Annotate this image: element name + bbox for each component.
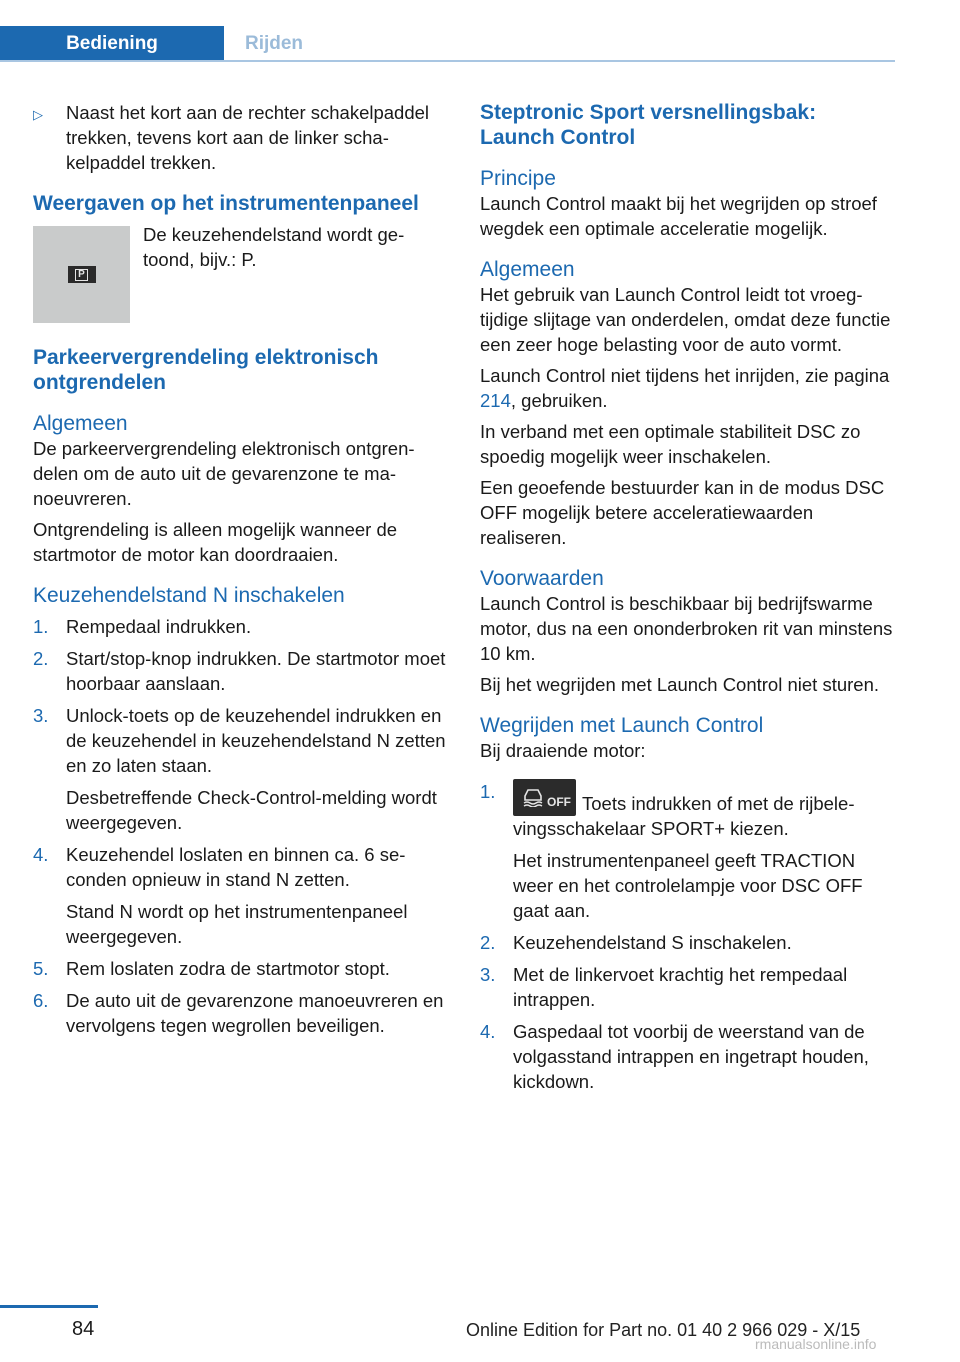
- list-item: [33, 956, 448, 981]
- right-column: [480, 100, 895, 1101]
- step-text: Unlock-toets op de keuzehendel indrukken en de keuzehendel in keuzehendelstand N zetten en zo laten staan.: [66, 705, 446, 776]
- step-number: 4.: [33, 844, 49, 865]
- paragraph: Een geoefende bestuurder kan in de modus DSC OFF mogelijk betere acceleratiewaarden realiseren.: [480, 477, 885, 548]
- section-title-weergaven: Weergaven op het instrumentenpaneel: [33, 192, 419, 215]
- step-number: 2.: [33, 648, 49, 669]
- park-letter: P: [75, 269, 88, 281]
- list-item: [33, 646, 448, 696]
- list-item: [33, 988, 448, 1038]
- list-item: [480, 962, 895, 1012]
- instrument-display-image: [33, 226, 130, 323]
- page-number: 84: [72, 1318, 95, 1340]
- step-number: 5.: [33, 958, 49, 979]
- step-text: Start/stop-knop indrukken. De startmotor moet hoorbaar aanslaan.: [66, 648, 446, 694]
- car-skid-icon: [522, 787, 544, 807]
- step-number: 6.: [33, 990, 49, 1011]
- bullet-text: Naast het kort aan de rechter schakelpaddel trekken, tevens kort aan de linker schakelpaddel trekken.: [66, 102, 430, 173]
- park-indicator-icon: [68, 266, 96, 283]
- dsc-off-button-icon: [513, 779, 576, 816]
- subtitle-algemeen: Algemeen: [33, 412, 128, 435]
- step-note: Het instrumentenpaneel geeft TRACTION weer en het controlelampje voor DSC OFF gaat aan.: [513, 850, 863, 921]
- paragraph: Het gebruik van Launch Control leidt tot vroegtijdige slijtage van onderdelen, omdat deze functie een zeer hoge belasting voor de auto vormt.: [480, 284, 891, 355]
- paragraph-text: , gebruiken.: [510, 390, 608, 411]
- step-note: Stand N wordt op het instrumentenpaneel weergegeven.: [66, 901, 408, 947]
- paragraph: Ontgrendeling is alleen mogelijk wanneer de startmotor de motor kan doordraaien.: [33, 519, 398, 565]
- display-figure: [33, 222, 448, 323]
- watermark: rmanualsonline.info: [755, 1336, 877, 1352]
- footer-divider: [0, 1305, 98, 1308]
- list-item: [33, 614, 448, 639]
- header-tabs: [0, 0, 895, 62]
- step-text-content: Toets indrukken of met de rijbelevingsschakelaar SPORT+ kiezen.: [513, 793, 855, 839]
- step-number: 3.: [480, 964, 496, 985]
- left-column: [33, 100, 448, 1045]
- step-note: Desbetreffende Check-Control-melding wordt weergegeven.: [66, 787, 437, 833]
- subtitle-principe: Principe: [480, 167, 556, 190]
- subtitle-keuzehendelstand: Keuzehendelstand N inschakelen: [33, 584, 345, 607]
- step-text: De auto uit de gevarenzone manoeuvreren en vervolgens tegen wegrollen beveiligen.: [66, 990, 444, 1036]
- step-text: Keuzehendel loslaten en binnen ca. 6 seconden opnieuw in stand N zetten.: [66, 844, 406, 890]
- page-reference-link[interactable]: 214: [480, 390, 511, 411]
- step-number: 4.: [480, 1021, 496, 1042]
- step-text: Met de linkervoet krachtig het rempedaal intrappen.: [513, 964, 848, 1010]
- paragraph: Bij draaiende motor:: [480, 740, 646, 761]
- step-number: 3.: [33, 705, 49, 726]
- section-title-parkeervergrendeling: Parkeervergrendeling elektronisch ontgrendelen: [33, 346, 379, 394]
- list-item: [480, 1019, 895, 1094]
- paragraph-text: Launch Control niet tijdens het inrijden, zie pagina: [480, 365, 890, 386]
- paragraph: In verband met een optimale stabiliteit DSC zo spoedig mogelijk weer inschakelen.: [480, 421, 861, 467]
- edition-text: Online Edition for Part no. 01 40 2 966 029 - X/15: [466, 1320, 861, 1340]
- step-text: [513, 779, 895, 841]
- list-item: [480, 779, 895, 923]
- paragraph: Launch Control is beschikbaar bij bedrijfswarme motor, dus na een ononderbroken rit van minstens 10 km.: [480, 593, 893, 664]
- paragraph-with-link: [480, 363, 895, 413]
- step-text: Keuzehendelstand S inschakelen.: [513, 932, 792, 953]
- paragraph: Bij het wegrijden met Launch Control niet sturen.: [480, 674, 879, 695]
- subtitle-algemeen: Algemeen: [480, 258, 575, 281]
- step-text: Rem loslaten zodra de startmotor stopt.: [66, 958, 390, 979]
- step-text: Rempedaal indrukken.: [66, 616, 252, 637]
- dsc-off-label: OFF: [547, 795, 571, 809]
- list-item: [33, 703, 448, 835]
- header-divider: [0, 60, 895, 62]
- tab-bediening[interactable]: Bediening: [0, 26, 224, 62]
- display-caption: De keuzehendelstand wordt getoond, bijv.: P.: [143, 224, 405, 270]
- triangle-bullet-icon: ▷: [33, 107, 43, 122]
- list-item: [480, 930, 895, 955]
- tab-rijden[interactable]: Rijden: [244, 33, 304, 54]
- paragraph: Launch Control maakt bij het wegrijden op stroef wegdek een optimale acceleratie mogelijk.: [480, 193, 877, 239]
- subtitle-wegrijden: Wegrijden met Launch Control: [480, 714, 764, 737]
- list-item: [33, 842, 448, 949]
- step-number: 1.: [33, 616, 49, 637]
- steps-list: [480, 779, 895, 1094]
- section-title-launch-control: Steptronic Sport versnellingsbak: Launch Control: [480, 101, 817, 149]
- step-number: 2.: [480, 932, 496, 953]
- paragraph: De parkeervergrendeling elektronisch ontgrendelen om de auto uit de gevarenzone te manoeuvreren.: [33, 438, 415, 509]
- step-text: Gaspedaal tot voorbij de weerstand van de volgasstand intrappen en ingetrapt houden, kickdown.: [513, 1021, 869, 1092]
- steps-list: [33, 614, 448, 1038]
- subtitle-voorwaarden: Voorwaarden: [480, 567, 604, 590]
- bullet-item: [33, 100, 448, 175]
- step-number: 1.: [480, 781, 496, 802]
